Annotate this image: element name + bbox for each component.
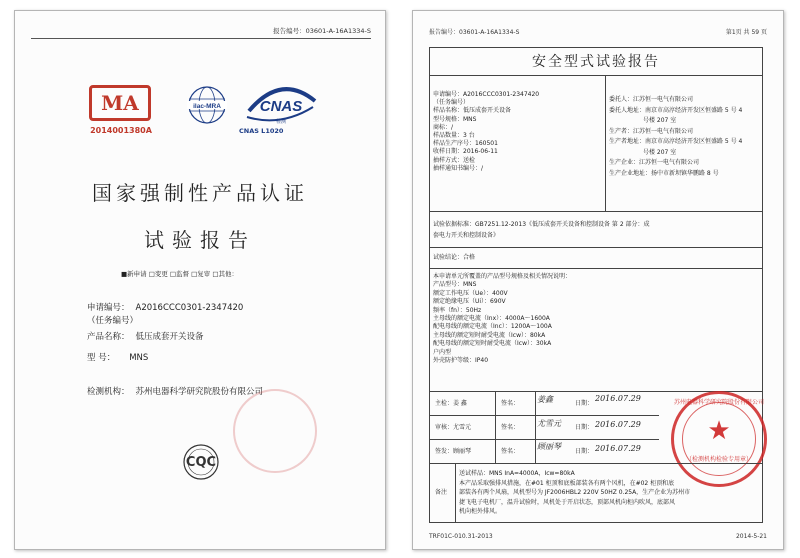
model-value: MNS	[129, 353, 149, 363]
stamp-text: 苏州电器科学研究院股份有限公司	[674, 399, 765, 406]
cover-title-line2: 试验报告	[144, 228, 256, 252]
cnas-sub-text: 检测	[275, 119, 287, 125]
coverage-line: 主母线的额定电流（Inx）：4000A～1600A	[433, 314, 550, 322]
remark-line: 部装各有两个风扇，风机型号为 JF2006HBL2 220V 50HZ 0.25A，生产企业为苏州市	[459, 489, 691, 496]
form-date: 2014-5-21	[735, 533, 767, 540]
field: 生产企业地址：扬中市新坝镇华鹏路 8 号	[609, 169, 719, 177]
page-number: 第1页 共 59 页	[725, 29, 767, 36]
coverage-line: 产品型号：MNS	[433, 281, 477, 289]
remark-line: 捷飞电子电机厂，温升试验时，风机处于开启状态，顶部风机向柜内吹风，底部风	[459, 498, 676, 506]
reviewer-date-label: 日期：	[575, 424, 594, 431]
remark-line: 本产品采取强排风措施，在#01 柜顶和底板部装各有两个风机，在#02 柜顶和底	[459, 479, 675, 487]
field: 生产企业：江苏恒一电气有限公司	[609, 159, 700, 166]
org-value: 苏州电器科学研究院股份有限公司	[135, 387, 264, 397]
application-type-checkboxes: ■新申请 □变更 □监督 □复审 □其他：	[121, 270, 238, 278]
divider	[429, 415, 659, 416]
inspector-date-label: 日期：	[575, 400, 594, 407]
field: 收样日期：2016-06-11	[433, 148, 498, 156]
issuer-role: 签发：顾丽琴	[435, 448, 472, 455]
ilac-mra-icon	[185, 85, 229, 125]
org-label: 检测机构：	[87, 387, 130, 397]
divider	[429, 75, 763, 76]
field: 抽样通知书编号：/	[433, 164, 484, 172]
field: 委托人：江苏恒一电气有限公司	[609, 96, 694, 103]
coverage-line: 配电母线的额定电流（Inc）：1200A～100A	[433, 323, 552, 331]
field: 抽样方式：送检	[433, 156, 476, 164]
sample-info-left	[433, 91, 539, 173]
field: 商标：/	[433, 123, 454, 131]
reviewer-role: 审核：尤雪元	[435, 424, 472, 431]
column-divider	[495, 391, 496, 463]
remark-line: 机向柜外排风。	[459, 508, 502, 515]
task-no-label: （任务编号）	[87, 316, 139, 326]
remarks	[459, 469, 690, 517]
coverage-line: 主母线的额定短时耐受电流（Icw）：80kA	[433, 331, 546, 339]
cnas-icon	[241, 81, 321, 127]
issuer-date: 2016.07.29	[595, 444, 641, 453]
inspector-signature: 姜鑫	[537, 395, 553, 404]
issuer-sign-label: 签名：	[501, 448, 520, 455]
column-divider	[605, 75, 606, 211]
stamp-bottom-text: （检测机构检验专用章）	[685, 456, 752, 463]
ma-code: 2014001380A	[90, 126, 152, 135]
divider	[429, 211, 763, 212]
product-name-value: 低压成套开关设备	[135, 332, 204, 342]
field: 样品名称：低压成套开关设备	[433, 107, 512, 115]
reviewer-sign-label: 签名：	[501, 424, 520, 431]
inspector-role: 主检：姜 鑫	[435, 400, 467, 407]
field: 样品生产序号：160501	[433, 140, 498, 148]
divider	[429, 463, 763, 464]
coverage-line: 频率（fn）：50Hz	[433, 306, 482, 314]
stamp-star-icon: ★	[707, 416, 731, 446]
header-rule	[31, 38, 371, 39]
field: 申请编号：A2016CCC0301-2347420	[433, 91, 540, 98]
basis-line: 试验依据标准：GB7251.12-2013《低压成套开关设备和控制设备 第 2 部分：成	[433, 221, 650, 228]
model-label: 型 号：	[87, 353, 116, 363]
ilac-text: ilac-MRA	[193, 103, 221, 110]
coverage-line: 外壳防护等级：IP40	[433, 356, 489, 364]
test-conclusion: 试验结论：合格	[433, 254, 476, 261]
coverage-line: 额定工作电压（Ue）：400V	[433, 289, 508, 297]
test-basis	[433, 219, 650, 241]
cover-title-line1: 国家强制性产品认证	[92, 181, 308, 205]
field: （任务编号）	[433, 99, 470, 107]
report-title: 安全型式试验报告	[532, 54, 660, 70]
coverage-line: 额定绝缘电压（Ui）：690V	[433, 298, 506, 306]
column-divider	[455, 463, 456, 523]
org-row	[87, 385, 263, 397]
basis-line: 套电力开关和控制设备》	[433, 232, 500, 239]
application-no-row	[87, 301, 243, 313]
coverage-description	[433, 273, 571, 365]
remarks-label: 备注	[435, 489, 448, 496]
coverage-line: 配电母线的额定短时耐受电流（Icw）：30kA	[433, 340, 552, 348]
field: 样品数量：3 台	[433, 131, 475, 139]
field: 生产者：江苏恒一电气有限公司	[609, 127, 694, 135]
coverage-line: 本申请单元所覆盖的产品型号规格及相关情况说明：	[433, 273, 572, 280]
reviewer-date: 2016.07.29	[595, 420, 641, 429]
client-info-right	[609, 95, 742, 179]
field: 生产者地址：南京市高淳经济开发区恒盛路 5 号 4	[609, 138, 743, 145]
divider	[429, 439, 659, 440]
divider	[429, 247, 763, 248]
model-row	[87, 351, 148, 363]
cnas-text: CNAS	[259, 98, 303, 115]
product-name-row	[87, 330, 204, 342]
form-code: TRF01C-010.31-2013	[429, 533, 493, 540]
reviewer-signature: 尤雪元	[537, 419, 561, 428]
field: 号楼 207 室	[643, 148, 677, 156]
field: 号楼 207 室	[643, 117, 677, 124]
cqc-text: CQC	[185, 455, 217, 470]
issuer-signature: 顾丽琴	[537, 442, 561, 451]
report-page	[412, 10, 784, 550]
remark-line: 送试样品：MNS InA=4000A，Icw=80kA	[459, 470, 575, 477]
product-name-label: 产品名称：	[87, 332, 130, 342]
ma-logo: MA	[89, 85, 151, 121]
column-divider	[535, 391, 536, 463]
coverage-line: 户内型	[433, 348, 452, 356]
report-number: 报告编号：03601-A-16A1334-S	[273, 27, 371, 35]
accreditation-logos	[89, 81, 339, 141]
cnas-code: CNAS L1020	[239, 127, 284, 135]
issuer-date-label: 日期：	[575, 448, 594, 455]
application-no-label: 申请编号：	[87, 303, 130, 313]
inspector-date: 2016.07.29	[595, 394, 641, 403]
cover-page	[14, 10, 386, 550]
report-number-right: 报告编号：03601-A-16A1334-S	[429, 29, 520, 36]
faint-seal	[233, 389, 317, 473]
field: 型号规格：MNS	[433, 115, 477, 123]
cqc-logo-icon	[179, 443, 223, 481]
divider	[429, 268, 763, 269]
inspector-sign-label: 签名：	[501, 400, 520, 407]
field: 委托人地址：南京市高淳经济开发区恒盛路 5 号 4	[609, 106, 743, 114]
application-no-value: A2016CCC0301-2347420	[135, 303, 244, 313]
